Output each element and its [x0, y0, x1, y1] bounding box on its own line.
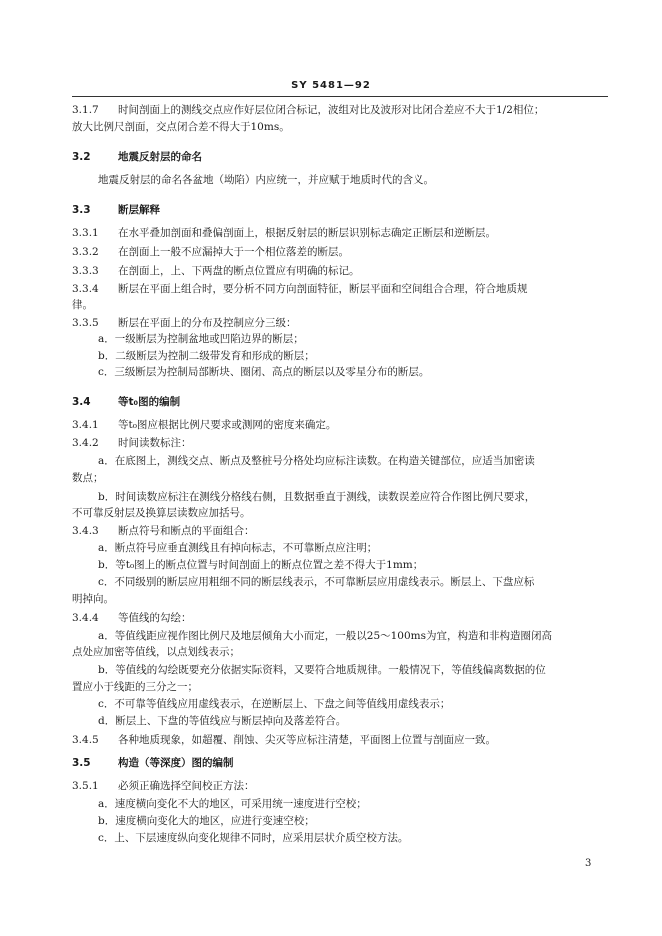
- list-item-text: b．等值线的勾绘既要充分依据实际资料，又要符合地质规律。一般情况下，等值线偏离数据的位: [98, 664, 546, 676]
- list-item-b: [98, 558, 634, 572]
- list-item-text: 不可靠反射层及换算层读数应加括号。: [72, 507, 251, 519]
- list-item-text: 明掉向。: [72, 593, 114, 605]
- clause-3-4-3: [72, 524, 608, 538]
- clause-text: 在剖面上，上、下两盘的断点位置应有明确的标记。: [118, 265, 360, 277]
- clause-3-3-4: [72, 282, 608, 296]
- list-item-a: [98, 629, 634, 643]
- header-rule: [72, 96, 608, 97]
- clause-text: 时间读数标注：: [118, 437, 192, 449]
- list-item-b: [98, 814, 634, 828]
- clause-3-3-1: [72, 226, 608, 240]
- clause-number: 3.3.4: [72, 283, 99, 295]
- clause-continuation: [72, 120, 608, 134]
- clause-text: 断点符号和断点的平面组合：: [118, 525, 255, 537]
- clause-number: 3.4.1: [72, 419, 99, 431]
- clause-3-4-4: [72, 611, 608, 625]
- list-item-a: [98, 454, 634, 468]
- clause-number: 3.4.2: [72, 437, 99, 449]
- clause-3-1-7: [72, 103, 608, 117]
- list-item-b: [98, 490, 634, 504]
- list-item-text: d．断层上、下盘的等值线应与断层掉向及落差符合。: [98, 715, 347, 727]
- list-item-b: [98, 663, 634, 677]
- paragraph-text: 地震反射层的命名各盆地（坳陷）内应统一，并应赋于地质时代的含义。: [98, 174, 434, 186]
- list-item-d: [98, 714, 634, 728]
- clause-text: 时间剖面上的测线交点应作好层位闭合标记，波组对比及波形对比闭合差应不大于1/2相位；: [118, 104, 545, 116]
- clause-3-3-5: [72, 316, 608, 330]
- list-item-c: [98, 831, 634, 845]
- clause-3-3-2: [72, 245, 608, 259]
- list-item-text: b．时间读数应标注在测线分格线右侧，且数据垂直于测线，读数误差应符合作图比例尺要求，: [98, 491, 536, 503]
- list-item-c: [98, 697, 634, 711]
- list-item-text: b．二级断层为控制二级带发育和形成的断层；: [98, 350, 315, 362]
- list-item-c: [98, 365, 634, 379]
- clause-number: 3.4.4: [72, 612, 99, 624]
- clause-number: 3.3.5: [72, 317, 99, 329]
- list-item-text: a．速度横向变化不大的地区，可采用统一速度进行空校；: [98, 798, 367, 810]
- list-item-text: c．不可靠等值线应用虚线表示，在逆断层上、下盘之间等值线用虚线表示；: [98, 698, 451, 710]
- section-number: 3.2: [72, 151, 91, 163]
- list-item-text: a．等值线距应视作图比例尺及地层倾角大小而定，一般以25～100ms为宜，构造和非构造圈闭高: [98, 630, 553, 642]
- list-item-text: b．等t₀图上的断点位置与时间剖面上的断点位置之差不得大于1mm；: [98, 559, 424, 571]
- list-item-a: [98, 332, 634, 346]
- clause-number: 3.1.7: [72, 104, 99, 116]
- clause-number: 3.5.1: [72, 780, 99, 792]
- list-item-a: [98, 797, 634, 811]
- clause-text: 等t₀图应根据比例尺要求或测网的密度来确定。: [118, 419, 337, 431]
- section-number: 3.5: [72, 757, 91, 769]
- clause-continuation: [72, 298, 608, 312]
- list-item-c: [98, 575, 634, 589]
- list-item-continuation: [72, 645, 608, 659]
- clause-number: 3.3.2: [72, 246, 99, 258]
- list-item-continuation: [72, 471, 608, 485]
- list-item-text: 数点；: [72, 472, 104, 484]
- clause-3-5-1: [72, 779, 608, 793]
- list-item-text: a．断点符号应垂直测线且有掉向标志，不可靠断点应注明；: [98, 542, 378, 554]
- clause-text: 断层在平面上的分布及控制应分三级：: [118, 317, 297, 329]
- list-item-text: c．不同级别的断层应用粗细不同的断层线表示，不可靠断层应用虚线表示。断层上、下盘应标: [98, 576, 535, 588]
- clause-3-4-2: [72, 436, 608, 450]
- clause-text: 律。: [72, 299, 93, 311]
- list-item-text: a．一级断层为控制盆地或凹陷边界的断层；: [98, 333, 304, 345]
- list-item-b: [98, 349, 634, 363]
- list-item-continuation: [72, 592, 608, 606]
- list-item-a: [98, 541, 634, 555]
- clause-text: 等值线的勾绘：: [118, 612, 192, 624]
- list-item-text: c．上、下层速度纵向变化规律不同时，应采用层状介质空校方法。: [98, 832, 409, 844]
- list-item-text: a．在底图上，测线交点、断点及整桩号分格处均应标注读数。在构造关键部位，应适当加密读: [98, 455, 535, 467]
- list-item-text: 点处应加密等值线，以点划线表示；: [72, 646, 240, 658]
- section-title: 构造（等深度）图的编制: [118, 757, 234, 769]
- clause-3-4-1: [72, 418, 608, 432]
- section-3-4-heading: [72, 395, 608, 409]
- clause-text: 在水平叠加剖面和叠偏剖面上，根据反射层的断层识别标志确定正断层和逆断层。: [118, 227, 496, 239]
- clause-number: 3.4.3: [72, 525, 99, 537]
- section-number: 3.3: [72, 204, 91, 216]
- section-title: 等t₀图的编制: [118, 396, 181, 408]
- list-item-continuation: [72, 680, 608, 694]
- section-title: 断层解释: [118, 204, 160, 216]
- section-3-2-heading: [72, 150, 608, 164]
- list-item-text: b．速度横向变化大的地区，应进行变速空校；: [98, 815, 315, 827]
- clause-text: 断层在平面上组合时，要分析不同方向剖面特征，断层平面和空间组合合理，符合地质规: [118, 283, 528, 295]
- list-item-text: 置应小于线距的三分之一；: [72, 681, 198, 693]
- clause-text: 各种地质现象，如超覆、削蚀、尖灭等应标注清楚，平面图上位置与剖面应一致。: [118, 734, 496, 746]
- section-number: 3.4: [72, 396, 91, 408]
- list-item-continuation: [72, 506, 608, 520]
- section-title: 地震反射层的命名: [118, 151, 202, 163]
- clause-3-4-5: [72, 733, 608, 747]
- page-number: 3: [585, 858, 592, 869]
- clause-3-3-3: [72, 264, 608, 278]
- clause-text: 必须正确选择空间校正方法：: [118, 780, 255, 792]
- clause-number: 3.4.5: [72, 734, 99, 746]
- clause-text: 放大比例尺剖面，交点闭合差不得大于10ms。: [72, 121, 290, 133]
- standard-code-header: SY 5481—92: [291, 80, 371, 91]
- section-3-3-heading: [72, 203, 608, 217]
- list-item-text: c．三级断层为控制局部断块、圈闭、高点的断层以及零星分布的断层。: [98, 366, 430, 378]
- clause-text: 在剖面上一般不应漏掉大于一个相位落差的断层。: [118, 246, 349, 258]
- section-3-5-heading: [72, 756, 608, 770]
- paragraph: [98, 173, 634, 187]
- clause-number: 3.3.1: [72, 227, 99, 239]
- clause-number: 3.3.3: [72, 265, 99, 277]
